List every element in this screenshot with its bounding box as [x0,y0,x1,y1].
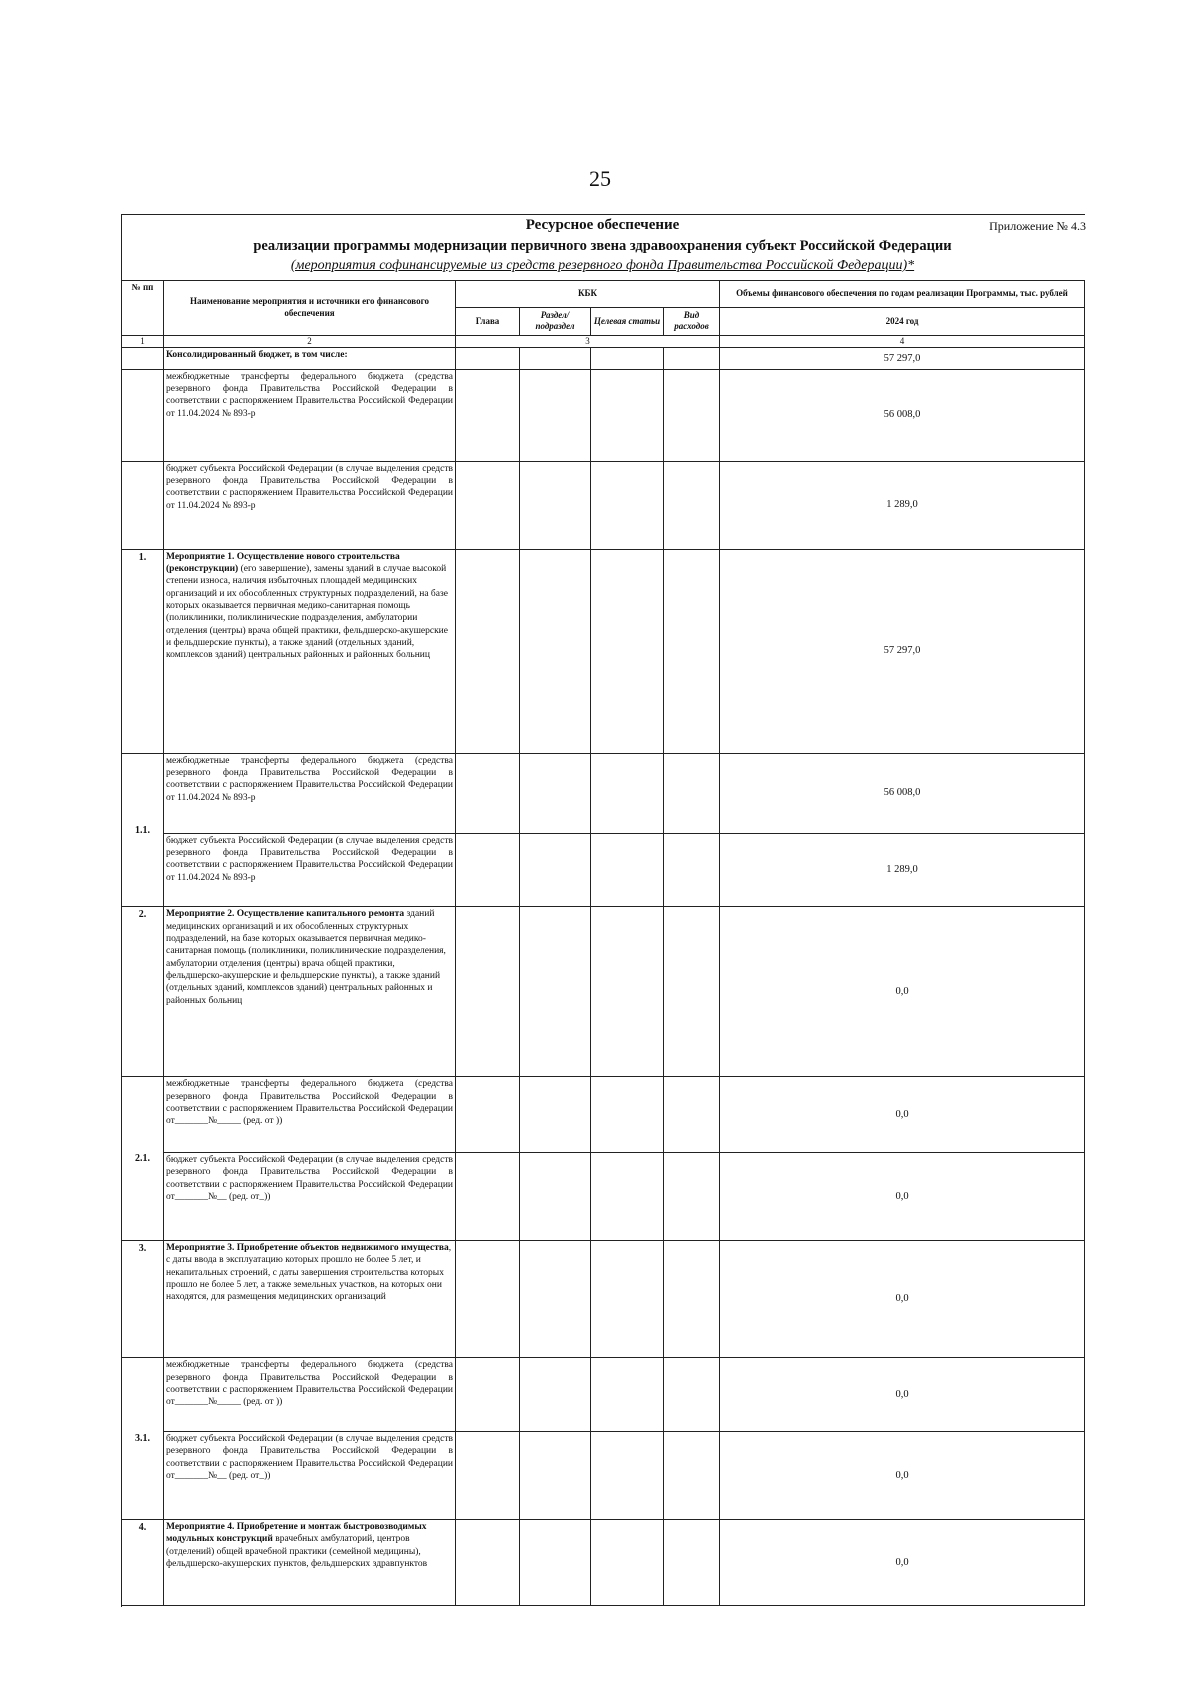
header-row [122,281,1085,308]
table-row [122,1153,1085,1241]
measure-1-text: Мероприятие 1. Осуществление нового строительства (реконструкции) (его завершение), замены зданий в случае высокой степени износа, наличия избыточных площадей медицинских организаций и их обособленных структурных подразделений, на базе которых оказывается первичная медико-санитарная помощь (поликлиники, поликлинические подразделения, амбулатории отделения (центры) врача общей практики, фельдшерско-акушерские и фельдшерские пункты), а также зданий (отдельных зданий, комплексов зданий) центральных районных и районных больниц [164,549,456,753]
table-row [122,1519,1085,1605]
measure-4-value: 0,0 [720,1519,1085,1605]
header-volumes: Объемы финансового обеспечения по годам реализации Программы, тыс. рублей [720,281,1085,308]
colnum-2: 2 [164,335,456,348]
header-name: Наименование мероприятия и источники его финансового обеспечения [164,281,456,336]
header-glava: Глава [456,308,520,335]
r1-1-subj-text: бюджет субъекта Российской Федерации (в случае выделения средств резервного фонда Правительства Российской Федерации в соответствии с распоряжением Правительства Российской Федерации от 11.04.2024 № 893-р [164,833,456,907]
subj-main-value: 1 289,0 [720,461,1085,549]
consolidated-value: 57 297,0 [720,348,1085,369]
table-row [122,369,1085,461]
document-subtitle: реализации программы модернизации первичного звена здравоохранения субъект Российской Федерации [253,238,952,254]
measure-1-value: 57 297,0 [720,549,1085,753]
row-num: 3. [122,1240,164,1357]
header-year: 2024 год [720,308,1085,335]
header-vid: Вид расходов [664,308,720,335]
table-row [122,1432,1085,1520]
header-num: № пп [122,281,164,336]
row-num: 2.1. [122,1077,164,1241]
r1-1-mbt-value: 56 008,0 [720,753,1085,833]
measure-2-text: Мероприятие 2. Осуществление капитального ремонта зданий медицинских организаций и их обособленных структурных подразделений, на базе которых оказывается первичная медико-санитарная помощь (поликлиники, поликлинические подразделения, амбулатории отделения (центры) врача общей практики, фельдшерско-акушерские и фельдшерские пункты), а также зданий (отдельных зданий, комплексов зданий) центральных районных и районных больниц [164,907,456,1077]
measure-3-text: Мероприятие 3. Приобретение объектов недвижимого имущества, с даты ввода в эксплуатацию которых прошло не более 5 лет, и некапитальных строений, с даты завершения строительства которых прошло не более 5 лет, а также земельных участков, на которых они находятся, для размещения медицинских организаций [164,1240,456,1357]
table-row [122,753,1085,833]
table-row [122,348,1085,369]
r3-1-subj-text: бюджет субъекта Российской Федерации (в случае выделения средств резервного фонда Правительства Российской Федерации в соответствии с распоряжением Правительства Российской Федерации от_______№__ (ред. от_)) [164,1432,456,1520]
resource-table [121,280,1085,1606]
r1-1-mbt-text: межбюджетные трансферты федерального бюджета (средства резервного фонда Правительства Российской Федерации в соответствии с распоряжением Правительства Российской Федерации от 11.04.2024 № 893-р [164,753,456,833]
row-num: 1.1. [122,753,164,907]
column-number-row [122,335,1085,348]
row-num: 3.1. [122,1358,164,1520]
mbt-main-value: 56 008,0 [720,369,1085,461]
row-num: 1. [122,549,164,753]
mbt-main-text: межбюджетные трансферты федерального бюджета (средства резервного фонда Правительства Российской Федерации в соответствии с распоряжением Правительства Российской Федерации от 11.04.2024 № 893-р [164,369,456,461]
document-header [121,217,1084,277]
r2-1-subj-value: 0,0 [720,1153,1085,1241]
measure-3-value: 0,0 [720,1240,1085,1357]
colnum-1: 1 [122,335,164,348]
table-row [122,1077,1085,1153]
r2-1-mbt-value: 0,0 [720,1077,1085,1153]
table-row [122,549,1085,753]
r1-1-subj-value: 1 289,0 [720,833,1085,907]
measure-2-value: 0,0 [720,907,1085,1077]
table-row [122,1358,1085,1432]
table-row [122,907,1085,1077]
document-subtitle-italic: (мероприятия софинансируемые из средств резервного фонда Правительства Российской Федерации)* [290,258,915,273]
r2-1-subj-text: бюджет субъекта Российской Федерации (в случае выделения средств резервного фонда Правительства Российской Федерации в соответствии с распоряжением Правительства Российской Федерации от_______№__ (ред. от_)) [164,1153,456,1241]
page-number: 25 [589,166,611,191]
consolidated-label: Консолидированный бюджет, в том числе: [164,348,456,369]
measure-4-text: Мероприятие 4. Приобретение и монтаж быстровозводимых модульных конструкций врачебных амбулаторий, центров (отделений) общей врачебной практики (семейной медицины), фельдшерско-акушерских пунктов, фельдшерских здравпунктов [164,1519,456,1605]
r2-1-mbt-text: межбюджетные трансферты федерального бюджета (средства резервного фонда Правительства Российской Федерации в соответствии с распоряжением Правительства Российской Федерации от_______№_____ (ред. от )) [164,1077,456,1153]
row-num: 2. [122,907,164,1077]
table-row [122,833,1085,907]
table-row [122,1240,1085,1357]
r3-1-subj-value: 0,0 [720,1432,1085,1520]
subj-main-text: бюджет субъекта Российской Федерации (в случае выделения средств резервного фонда Правительства Российской Федерации в соответствии с распоряжением Правительства Российской Федерации от 11.04.2024 № 893-р [164,461,456,549]
appendix-label: Приложение № 4.3 [989,219,1086,233]
colnum-4: 4 [720,335,1085,348]
document-title: Ресурсное обеспечение [525,217,680,233]
colnum-3: 3 [456,335,720,348]
table-row [122,461,1085,549]
header-celevaya: Целевая статьи [591,308,664,335]
r3-1-mbt-text: межбюджетные трансферты федерального бюджета (средства резервного фонда Правительства Российской Федерации в соответствии с распоряжением Правительства Российской Федерации от_______№_____ (ред. от )) [164,1358,456,1432]
row-num: 4. [122,1519,164,1605]
header-razdel: Раздел/ подраздел [520,308,591,335]
header-kbk: КБК [456,281,720,308]
r3-1-mbt-value: 0,0 [720,1358,1085,1432]
